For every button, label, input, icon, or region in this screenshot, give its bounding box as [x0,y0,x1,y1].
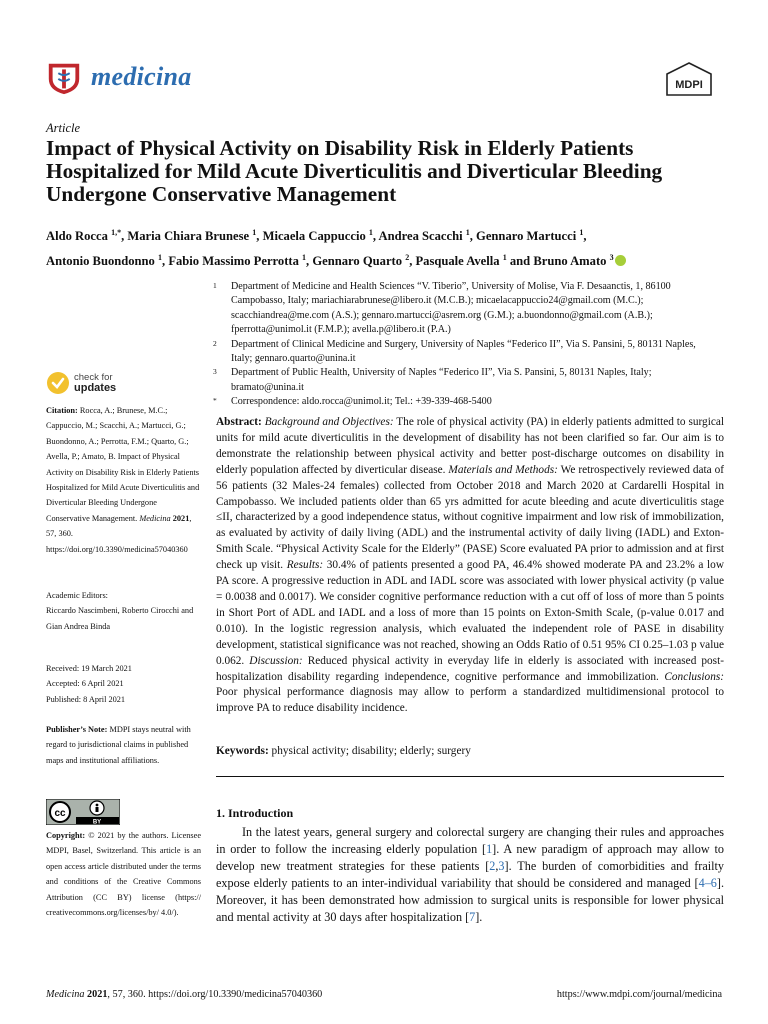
mdpi-logo-text: MDPI [675,79,703,91]
footer-journal-url[interactable]: https://www.mdpi.com/journal/medicina [556,989,722,1000]
svg-text:cc: cc [54,808,66,819]
reference-link[interactable]: 3 [498,859,505,873]
abstract: Abstract: Background and Objectives: The role of physical activity (PA) in elderly patients admitted to surgical units for mild acute diverticulitis in the development of disability has not been clarified so far. Our aim is to demonstrate the relationship between physical activity and better post-discharge outcomes on disability in elderly population affected by diverticular disease. Materials and Methods: We retrospectively reviewed data of 56 patients (32 Males-24 females) collected from October 2018 and March 2020 at Cardarelli Hospital in Campobasso. We included patients older than 65 yrs admitted for acute bleeding and acute diverticulitis stage ≤II, characterized by a good independence status, without cognitive impairment and low risk of immobilization, as evaluated by activity of daily living (ADL) and the instrumental activity of daily living (IADL) and Exton-Smith Scale. “Physical Activity Scale for the Elderly” (PASE) Score evaluated PA prior to admission and at first check up visit. Results: 30.4% of patients presented a good PA, 46.4% showed moderate PA and 23.2% a low PA score. A progressive reduction in ADL and IADL score was associated with lower physical activity (p value = 0.0038 and 0.0017). We consider cognitive performance reduction with a cut off of loss of more than 5 points in Short Port of ADL and IADL and a loss of more than 15 points on Exton-Smith Scale, (p-value 0.017 and 0.010). In the logistic regression analysis, which evaluated the independent role of PASE in disability development, statistical significance was not reached, showing an Odds Ratio of 0.51 95% CI 0.25–1.03 p value 0.062. Discussion: Reduced physical activity in everyday life in elderly is associated with increased post-hospitalization disability regarding independence, cognitive performance and immobilization. Conclusions: Poor physical performance diagnosis may allow to perform a standardized multidimensional protocol to improve PA to reduce disability incidence. [216,416,725,715]
reference-link[interactable]: 4–6 [698,876,717,890]
author-name[interactable]: Pasquale Avella [415,254,500,269]
reference-link[interactable]: 1 [486,842,493,856]
footer-citation: Medicina 2021, 57, 360. https://doi.org/10.3390/medicina57040360 [46,989,323,1000]
author-affil-sup: 2 [405,253,410,263]
author-name[interactable]: Maria Chiara Brunese [127,229,250,244]
citation-block: Citation: Rocca, A.; Brunese, M.C.; Cappuccio, M.; Scacchi, A.; Martucci, G.; Buondonno, A.; Perrotta, F.M.; Quarto, G.; Avella, P.; Amato, B. Impact of Physical Activity on Disability Risk in Elderly Patients Hospitalized for Mild Acute Diverticulitis and Diverticular Bleeding Undergone Conservative Management. Medicina 2021, 57, 360. https://doi.org/10.3390/medicina57040360 [46,406,200,554]
article-type: Article [46,121,81,135]
journal-logo[interactable] [45,58,192,96]
author-affil-sup: 1 [368,228,373,237]
check-updates-icon [46,371,70,395]
section-divider [216,776,724,777]
author-name[interactable]: Andrea Scacchi [378,229,463,244]
check-for-label: check for [74,372,113,383]
author-name[interactable]: Aldo Rocca [46,229,108,244]
author-name[interactable]: Gennaro Quarto [312,254,403,269]
orcid-icon[interactable] [615,255,626,266]
author-affil-sup: 3 [609,253,614,263]
check-for-updates-button[interactable] [46,371,116,395]
author-list: Aldo Rocca $^{1,*}$, Maria Chiara Brunese $^1$, Micaela Cappuccio $^1$, Andrea Scacchi $^1$, Gennaro Martucci $^1$, Antonio Buondonno $^1$, Fabio Massimo Perrotta $^1$, Gennaro Quarto $^2$, Pasquale Avella $^1$ and Bruno Amato $^3$ [46,222,726,272]
citation-doi[interactable]: , 57, 360. https://doi.org/10.3390/medicina57040360 [46,513,192,554]
accepted-date: Accepted: 6 April 2021 [46,679,124,689]
introduction-paragraph: In the latest years, general surgery and colorectal surgery are changing their rules and approaches in order to follow the increasing elderly population [1]. A new paradigm of approach may allow to develop new treatment strategies for these patients [2,3]. The burden of comorbidities and frailty expose elderly patients to an inter-individual variability that should be considered and managed [4–6]. Moreover, it has been demonstrated how admission to surgical units is responsible for lower physical and mental activity at 30 days after hospitalization [7]. [216,825,724,924]
mdpi-logo-icon[interactable] [665,62,713,96]
affiliations [213,280,713,410]
received-date: Received: 19 March 2021 [46,664,132,673]
affiliation-item: 2 Department of Clinical Medicine and Surgery, University of Naples “Federico II”, Via S. Pansini, 5, 80131 Naples, Italy; gennaro.quarto@unina.it [213,338,696,365]
publisher-note: Publisher’s Note: MDPI stays neutral with regard to jurisdictional claims in published maps and institutional affiliations. [46,725,191,765]
copyright-block: Copyright: © 2021 by the authors. Licensee MDPI, Basel, Switzerland. This article is an open access article distributed under the terms and conditions of the Creative Commons Attribution (CC BY) license (https:// creativecommons.org/licenses/by/ 4.0/). [46,831,202,918]
author-name[interactable]: Antonio Buondonno [46,254,155,269]
updates-label: updates [74,382,117,394]
affiliation-item: 1 Department of Medicine and Health Sciences “V. Tiberio”, University of Molise, Via F. Desaanctis, 1, 86100 Campobasso, Italy; mariachiarabrunese@libero.it (M.C.B.); micaelacappuccio24@gmail.com (M.C.); scacchiandrea@me.com (A.S.); gennaro.martucci@asrem.org (G.M.); a.buondonno@gmail.com (A.B.); fperrotta@unimol.it (F.M.P.); avella.p@libero.it (P.A.) [213,281,671,336]
cc-by-label: BY [92,819,102,825]
correspondence: * Correspondence: aldo.rocca@unimol.it; Tel.: +39-339-468-5400 [213,396,492,408]
medicina-logo-icon [45,58,83,96]
author-name[interactable]: Fabio Massimo Perrotta [168,254,299,269]
author-name[interactable]: Gennaro Martucci [476,229,577,244]
section-heading: 1. Introduction [216,806,294,820]
author-affil-sup: 1 [252,228,257,237]
page-header [45,56,713,100]
author-affil-sup: 1,* [111,228,122,237]
footer-doi-link[interactable]: , 57, 360. https://doi.org/10.3390/medicina57040360 [107,989,323,1000]
reference-link[interactable]: 7 [469,910,476,924]
author-affil-sup: 1 [502,253,507,263]
journal-name: medicina [91,62,192,91]
published-date: Published: 8 April 2021 [46,694,126,704]
author-name[interactable]: Micaela Cappuccio [262,229,366,244]
author-name[interactable]: Bruno Amato [533,254,607,269]
academic-editors: Academic Editors: Riccardo Nascimbeni, Roberto Cirocchi and Gian Andrea Binda [46,591,194,631]
author-affil-sup: 1 [579,228,584,237]
keywords: Keywords: physical activity; disability; elderly; surgery [216,745,471,757]
author-affil-sup: 1 [302,253,307,263]
author-affil-sup: 1 [465,228,470,237]
article-title: Impact of Physical Activity on Disability Risk in Elderly Patients Hospitalized for Mild Acute Diverticulitis and Diverticular Bleeding Undergone Conservative Management [46,136,663,206]
publication-dates [46,661,201,707]
affiliation-item: 3 Department of Public Health, University of Naples “Federico II”, Via S. Pansini, 5, 80131 Naples, Italy; bramato@unina.it [213,367,652,393]
author-affil-sup: 1 [158,253,163,263]
cc-by-license-icon[interactable] [46,799,120,825]
reference-link[interactable]: 2 [489,859,496,873]
